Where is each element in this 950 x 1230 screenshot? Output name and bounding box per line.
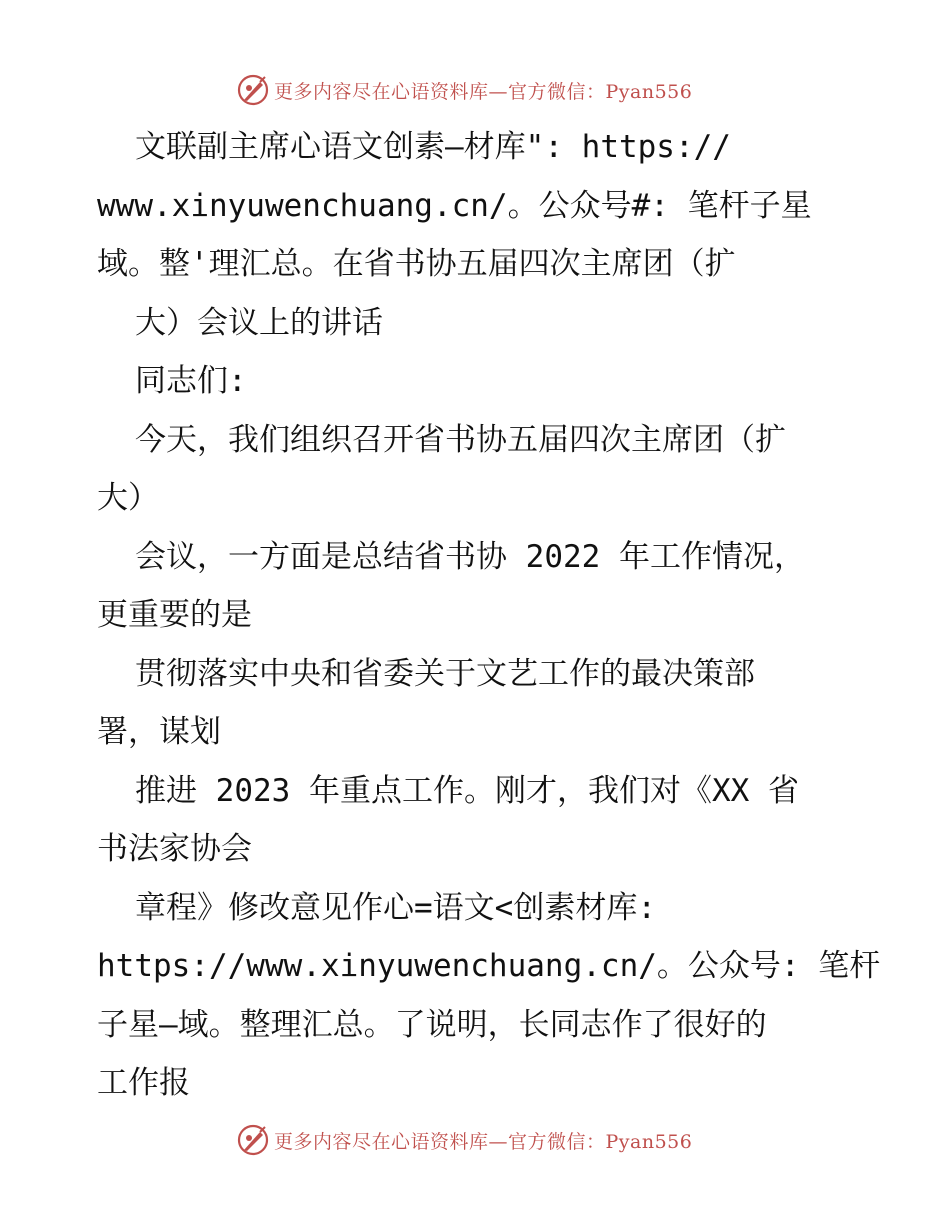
text-line: 域。整'理汇总。在省书协五届四次主席团（扩 [97, 246, 736, 282]
text-line: 章程》修改意见作心=语文<创素材库: [135, 889, 656, 926]
text-line: 更重要的是 [97, 597, 252, 633]
text-line: 子星—域。整理汇总。了说明，长同志作了很好的 [97, 1006, 767, 1043]
text-line: 文联副主席心语文创素—材库": https:// [135, 129, 731, 165]
text-line: 书法家协会 [97, 831, 252, 867]
watermark-text: 更多内容尽在心语资料库—官方微信：Pyan556 [274, 80, 693, 103]
text-line: 大） [97, 480, 159, 516]
footer-watermark [236, 1122, 692, 1158]
text-line: 工作报 [97, 1065, 190, 1101]
text-line: 会议，一方面是总结省书协 2022 年工作情况， [135, 538, 805, 575]
quill-pen-logo-icon [236, 73, 270, 107]
text-line: 今天，我们组织召开省书协五届四次主席团（扩 [135, 421, 786, 458]
salutation: 同志们: [135, 363, 247, 399]
text-line: 署，谋划 [97, 714, 221, 750]
text-line: 贯彻落实中央和省委关于文艺工作的最决策部 [135, 655, 755, 692]
text-line: https://www.xinyuwenchuang.cn/。公众号: 笔杆 [97, 948, 881, 984]
speech-title: 大）会议上的讲话 [135, 304, 383, 341]
text-line: www.xinyuwenchuang.cn/。公众号#: 笔杆子星 [97, 187, 812, 224]
header-watermark [236, 72, 692, 108]
watermark-text: 更多内容尽在心语资料库—官方微信：Pyan556 [274, 1130, 693, 1153]
body-text [97, 118, 881, 1113]
quill-pen-logo-icon [236, 1123, 270, 1157]
text-line: 推进 2023 年重点工作。刚才，我们对《XX 省 [135, 772, 799, 809]
